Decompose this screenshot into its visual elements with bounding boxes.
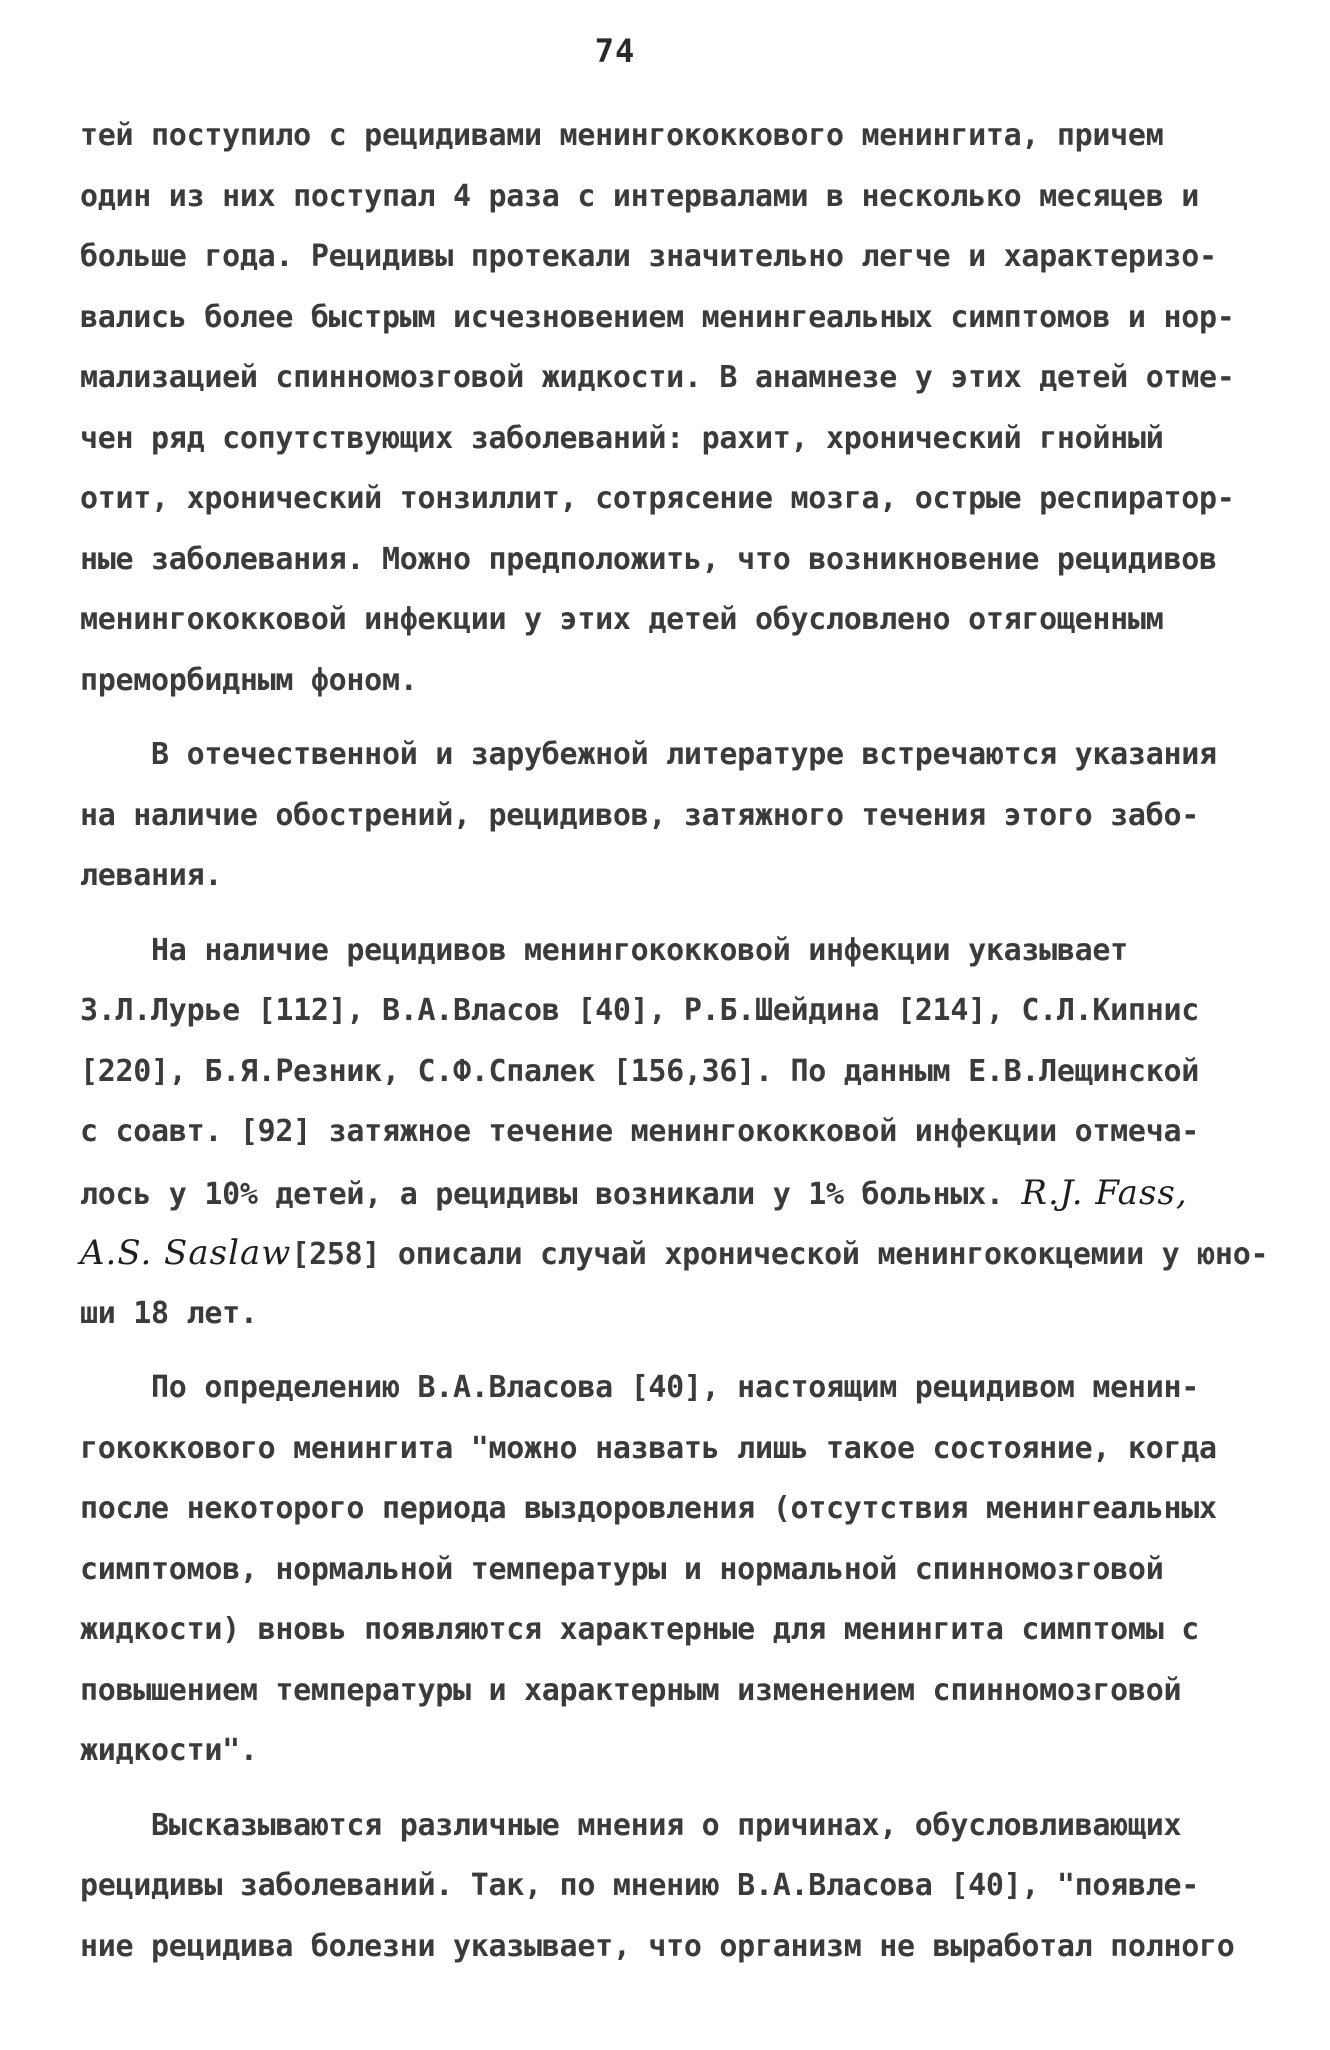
text-line: [220], Б.Я.Резник, С.Ф.Спалек [156,36]. По данным Е.В.Лещинской [80,1053,1199,1089]
text-line: отит, хронический тонзиллит, сотрясение мозга, острые респиратор- [80,481,1235,516]
text-line: больше года. Рецидивы протекали значительно легче и характеризо- [80,239,1217,274]
text-line: На наличие рецидивов менингококковой инфекции указывает [80,932,1128,968]
paragraph [80,1796,1260,1978]
text-line: ние рецидива болезни указывает, что организм не выработал полного [80,1928,1235,1964]
text-line: с соавт. [92] затяжное течение менингококковой инфекции отмеча- [80,1114,1199,1149]
text-line: симптомов, нормальной температуры и нормальной спинномозговой [80,1551,1164,1587]
page-number: 74 [594,32,636,70]
text-line: на наличие обострений, рецидивов, затяжного течения этого забо- [80,797,1199,833]
paragraph [80,921,1269,1345]
text-line: преморбидным фоном. [80,662,418,698]
body-text [80,106,1269,1977]
text-line: левания. [80,858,223,893]
text-line: З.Л.Лурье [112], В.А.Власов [40], Р.Б.Шейдина [214], С.Л.Кипнис [80,993,1199,1028]
text-line: рецидивы заболеваний. Так, по мнению В.А.Власова [40], "появле- [80,1868,1199,1903]
text-line: жидкости". [80,1733,258,1768]
handwritten-author: A.S. Saslaw [80,1233,292,1273]
text-line: тей поступило с рецидивами менингококкового менингита, причем [80,118,1164,153]
text-line: ные заболевания. Можно предположить, что возникновение рецидивов [80,541,1217,577]
text-line: По определению В.А.Власова [40], настоящим рецидивом менин- [80,1370,1199,1405]
text-line: В отечественной и зарубежной литературе встречаются указания [80,737,1217,772]
text-line [80,1163,1260,1224]
text-line: гококкового менингита "можно назвать лишь такое состояние, когда [80,1430,1217,1466]
handwritten-author: R.J. Fass, [1021,1172,1188,1213]
paragraph [80,725,1260,907]
text-line: ши 18 лет. [80,1295,258,1331]
text-line-segment: [258] описали случай хронической менингококцемии у юно- [291,1237,1269,1272]
text-line [80,1223,1269,1284]
text-line-segment: лось у 10% детей, а рецидивы возникали у 1% больных. [80,1176,1004,1212]
text-line: Высказываются различные мнения о причинах, обусловливающих [80,1807,1182,1843]
text-line: один из них поступал 4 раза с интервалами в несколько месяцев и [80,178,1199,214]
text-line: после некоторого периода выздоровления (отсутствия менингеальных [80,1491,1217,1526]
text-line: чен ряд сопутствующих заболеваний: рахит, хронический гнойный [80,420,1164,456]
text-line: мализацией спинномозговой жидкости. В анамнезе у этих детей отме- [80,360,1235,395]
text-line: жидкости) вновь появляются характерные для менингита симптомы с [80,1612,1199,1647]
text-line: менингококковой инфекции у этих детей обусловлено отягощенным [80,602,1164,637]
paragraph [80,1358,1260,1782]
paragraph [80,106,1260,711]
text-line: вались более быстрым исчезновением менингеальных симптомов и нор- [80,299,1235,335]
text-line: повышением температуры и характерным изменением спинномозговой [80,1672,1182,1708]
